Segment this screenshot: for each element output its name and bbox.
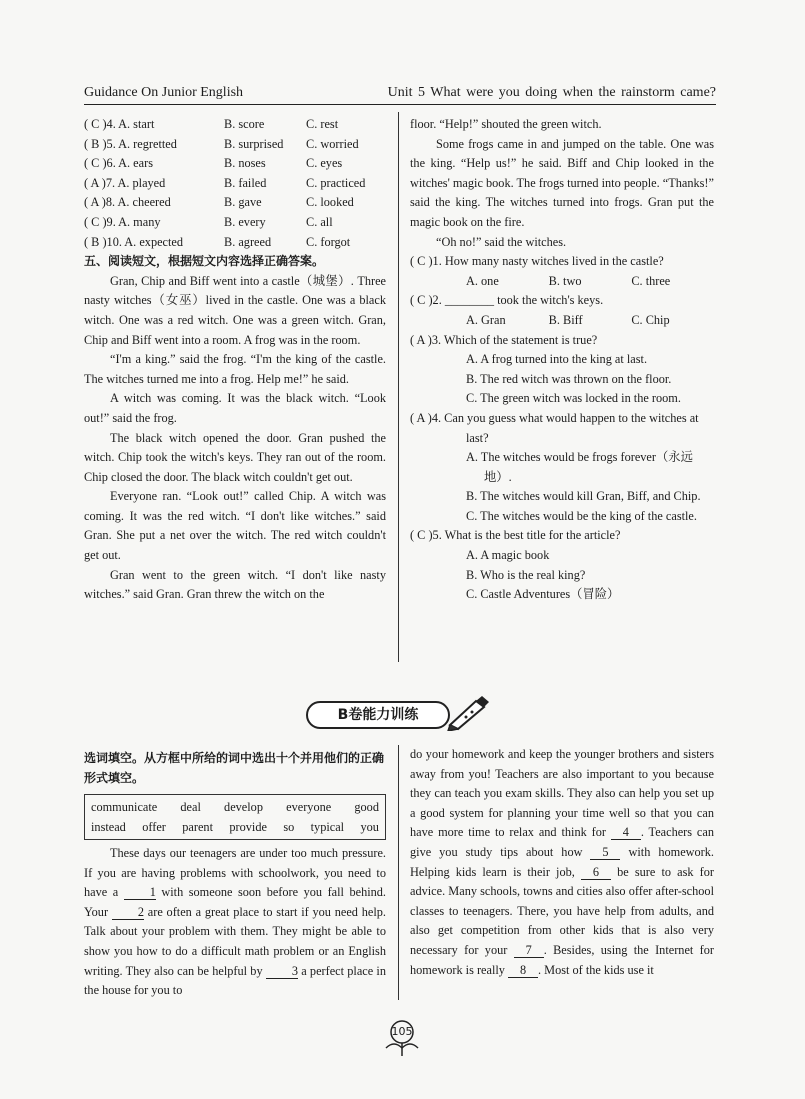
option-b: B. Biff bbox=[548, 312, 583, 327]
option-b: B. noses bbox=[224, 156, 266, 171]
option-a: A. A frog turned into the king at last. bbox=[466, 352, 648, 367]
cloze-text: with homework. Helping kids learn is their job, bbox=[410, 844, 715, 879]
option-c: C. three bbox=[631, 273, 671, 288]
option-c: C. practiced bbox=[306, 175, 366, 190]
page-number-badge bbox=[380, 1018, 424, 1058]
option-b: B. failed bbox=[224, 175, 267, 190]
option-c: C. rest bbox=[306, 117, 339, 131]
question-option-a: ( B )5. A. regretted bbox=[84, 136, 177, 151]
question-option-a: ( B )10. A. expected bbox=[84, 234, 184, 249]
choice-row bbox=[84, 174, 386, 194]
question-option-a: ( A )8. A. cheered bbox=[84, 195, 171, 210]
unit-title: Unit 5 What were you doing when the rainstorm came? bbox=[387, 85, 716, 100]
choice-row bbox=[84, 213, 386, 233]
cloze-text: . Teachers can give you study tips about how bbox=[410, 825, 714, 859]
book-title: Guidance On Junior English bbox=[84, 85, 244, 100]
story-paragraph: “I'm a king.” said the frog. “I'm the king of the castle. The witches turned me into a frog. Help me!” he said. bbox=[84, 352, 386, 386]
word-option: communicate bbox=[91, 800, 158, 814]
option-b: B. The red witch was thrown on the floor. bbox=[466, 371, 672, 386]
left-column bbox=[84, 115, 386, 605]
option-c: C. Chip bbox=[631, 312, 670, 327]
cloze-paragraph bbox=[410, 745, 714, 980]
cloze-text: with someone soon before you fall behind. Your bbox=[84, 885, 387, 919]
word-option: offer bbox=[142, 820, 166, 834]
option-b: B. two bbox=[548, 273, 582, 288]
word-option: you bbox=[360, 820, 379, 834]
cloze-text: are often a great place to start if you need help. Talk about your problem with them. They might be able to show you how to do a difficult math problem or an English writing. They also can be helpful by bbox=[84, 904, 386, 978]
option-c: C. The witches would be the king of the castle. bbox=[466, 508, 697, 523]
option-b: B. surprised bbox=[224, 136, 284, 151]
question-2: ( C )2. ________ took the witch's keys. bbox=[410, 293, 604, 308]
flower-icon bbox=[380, 1018, 424, 1058]
story-paragraph: Some frogs came in and jumped on the table. One was the king. “Help us!” he said. Biff and Chip looked in the witches' magic book. The frogs turned into people. “Thanks!” said the king. The witches turned into frogs. Gran put the magic book on the fire. bbox=[410, 136, 714, 229]
question-option-a: ( C )9. A. many bbox=[84, 214, 161, 229]
word-option: parent bbox=[182, 820, 213, 834]
word-option: deal bbox=[180, 800, 201, 814]
story-paragraph: Gran went to the green witch. “I don't like nasty witches.” said Gran. Gran threw the witch on the bbox=[84, 567, 386, 602]
option-b: B. Who is the real king? bbox=[466, 567, 586, 582]
word-option: provide bbox=[229, 820, 267, 834]
word-option: instead bbox=[91, 820, 126, 834]
cloze-paragraph bbox=[84, 844, 386, 1001]
word-option: typical bbox=[310, 820, 345, 834]
blank-8: 8 bbox=[508, 963, 538, 978]
story-paragraph: floor. “Help!” shouted the green witch. bbox=[410, 117, 602, 131]
cloze-text: . Besides, using the Internet for homework is really bbox=[410, 942, 714, 977]
blank-5: 5 bbox=[590, 845, 620, 860]
option-c: C. The green witch was locked in the room. bbox=[466, 391, 681, 406]
blank-2: 2 bbox=[112, 905, 144, 920]
section-b-title: B卷能力训练 bbox=[306, 701, 450, 729]
option-b: B. every bbox=[224, 214, 266, 229]
word-option: develop bbox=[224, 800, 263, 814]
question-option-a: ( A )7. A. played bbox=[84, 175, 166, 190]
question-4: ( A )4. Can you guess what would happen to the witches at last? bbox=[410, 410, 699, 445]
question-option-a: ( C )4. A. start bbox=[84, 117, 155, 131]
blank-6: 6 bbox=[581, 865, 611, 880]
right-column bbox=[410, 115, 714, 605]
section-5-title: 五、阅读短文，根据短文内容选择正确答案。 bbox=[84, 254, 325, 269]
cloze-text: do your homework and keep the younger brothers and sisters away from you! Teachers are also important to you because they can teach you exam skills. They also can help you set up a good system for planning your time well so that you can have more time to relax and think for bbox=[410, 747, 714, 840]
choice-row bbox=[84, 193, 386, 213]
option-c: C. eyes bbox=[306, 156, 343, 171]
question-3: ( A )3. Which of the statement is true? bbox=[410, 332, 598, 347]
option-a: A. The witches would be frogs forever（永远地）. bbox=[466, 450, 693, 484]
word-option: so bbox=[283, 820, 295, 834]
story-paragraph: Everyone ran. “Look out!” called Chip. A witch was coming. It was the red witch. “I don't like witches.” said Gran. She put a net over the witch. The red witch couldn't get out. bbox=[84, 489, 386, 563]
word-option: everyone bbox=[286, 800, 332, 814]
section-b-instruction: 选词填空。从方框中所给的词中选出十个并用他们的正确形式填空。 bbox=[84, 751, 385, 785]
word-box bbox=[84, 794, 386, 840]
story-paragraph: “Oh no!” said the witches. bbox=[436, 234, 567, 249]
story-paragraph: A witch was coming. It was the black witch. “Look out!” said the frog. bbox=[84, 391, 386, 425]
cloze-text: be sure to ask for advice. Many schools, towns and cities also offer after-school classes to teenagers. There, you have help from adults, and also get competition from other kids that is also very necessary for your bbox=[410, 864, 715, 957]
cloze-text: . Most of the kids use it bbox=[538, 962, 654, 977]
option-b: B. The witches would kill Gran, Biff, and Chip. bbox=[466, 489, 701, 504]
story-paragraph: The black witch opened the door. Gran pushed the witch. Chip took the witch's keys. They ran out of the room. Chip closed the door. The black witch couldn't get out. bbox=[84, 430, 386, 484]
section-b-left bbox=[84, 748, 386, 1001]
section-b-badge bbox=[300, 695, 490, 735]
word-box-row bbox=[91, 797, 379, 817]
question-option-a: ( C )6. A. ears bbox=[84, 156, 153, 171]
option-c: C. looked bbox=[306, 195, 354, 210]
option-c: C. Castle Adventures（冒险） bbox=[466, 587, 620, 602]
choice-list bbox=[84, 115, 386, 252]
option-c: C. worried bbox=[306, 136, 359, 151]
column-divider bbox=[398, 112, 399, 662]
question-5: ( C )5. What is the best title for the article? bbox=[410, 528, 621, 543]
story-paragraph: Gran, Chip and Biff went into a castle（城堡）. Three nasty witches（女巫）lived in the castle. One was a black witch. One was a red witch. One was a green witch. Gran, Chip and Biff went into a room. A frog was in the room. bbox=[84, 273, 386, 347]
question-2-options bbox=[410, 311, 714, 331]
cloze-text: a perfect place in the house for you to bbox=[84, 963, 386, 998]
word-option: good bbox=[354, 800, 379, 814]
option-a: A. Gran bbox=[466, 312, 506, 327]
pencil-icon bbox=[446, 695, 490, 731]
page-header bbox=[84, 84, 716, 105]
option-b: B. gave bbox=[224, 195, 262, 210]
choice-row bbox=[84, 154, 386, 174]
choice-row bbox=[84, 115, 386, 135]
page-number: 105 bbox=[391, 1025, 413, 1038]
column-divider bbox=[398, 745, 399, 1000]
word-box-row bbox=[91, 817, 379, 837]
option-c: C. all bbox=[306, 214, 333, 229]
cloze-text: These days our teenagers are under too much pressure. If you are having problems with schoolwork, you need to have a bbox=[84, 846, 386, 900]
blank-1: 1 bbox=[124, 885, 156, 900]
question-1: ( C )1. How many nasty witches lived in the castle? bbox=[410, 254, 664, 269]
option-a: A. one bbox=[466, 273, 499, 288]
option-b: B. score bbox=[224, 117, 265, 131]
choice-row bbox=[84, 233, 386, 253]
blank-4: 4 bbox=[611, 825, 641, 840]
section-b-right bbox=[410, 745, 714, 980]
question-1-options bbox=[410, 272, 714, 292]
blank-3: 3 bbox=[266, 964, 298, 979]
blank-7: 7 bbox=[514, 943, 544, 958]
option-b: B. agreed bbox=[224, 234, 272, 249]
choice-row bbox=[84, 135, 386, 155]
option-c: C. forgot bbox=[306, 234, 351, 249]
option-a: A. A magic book bbox=[466, 548, 550, 563]
